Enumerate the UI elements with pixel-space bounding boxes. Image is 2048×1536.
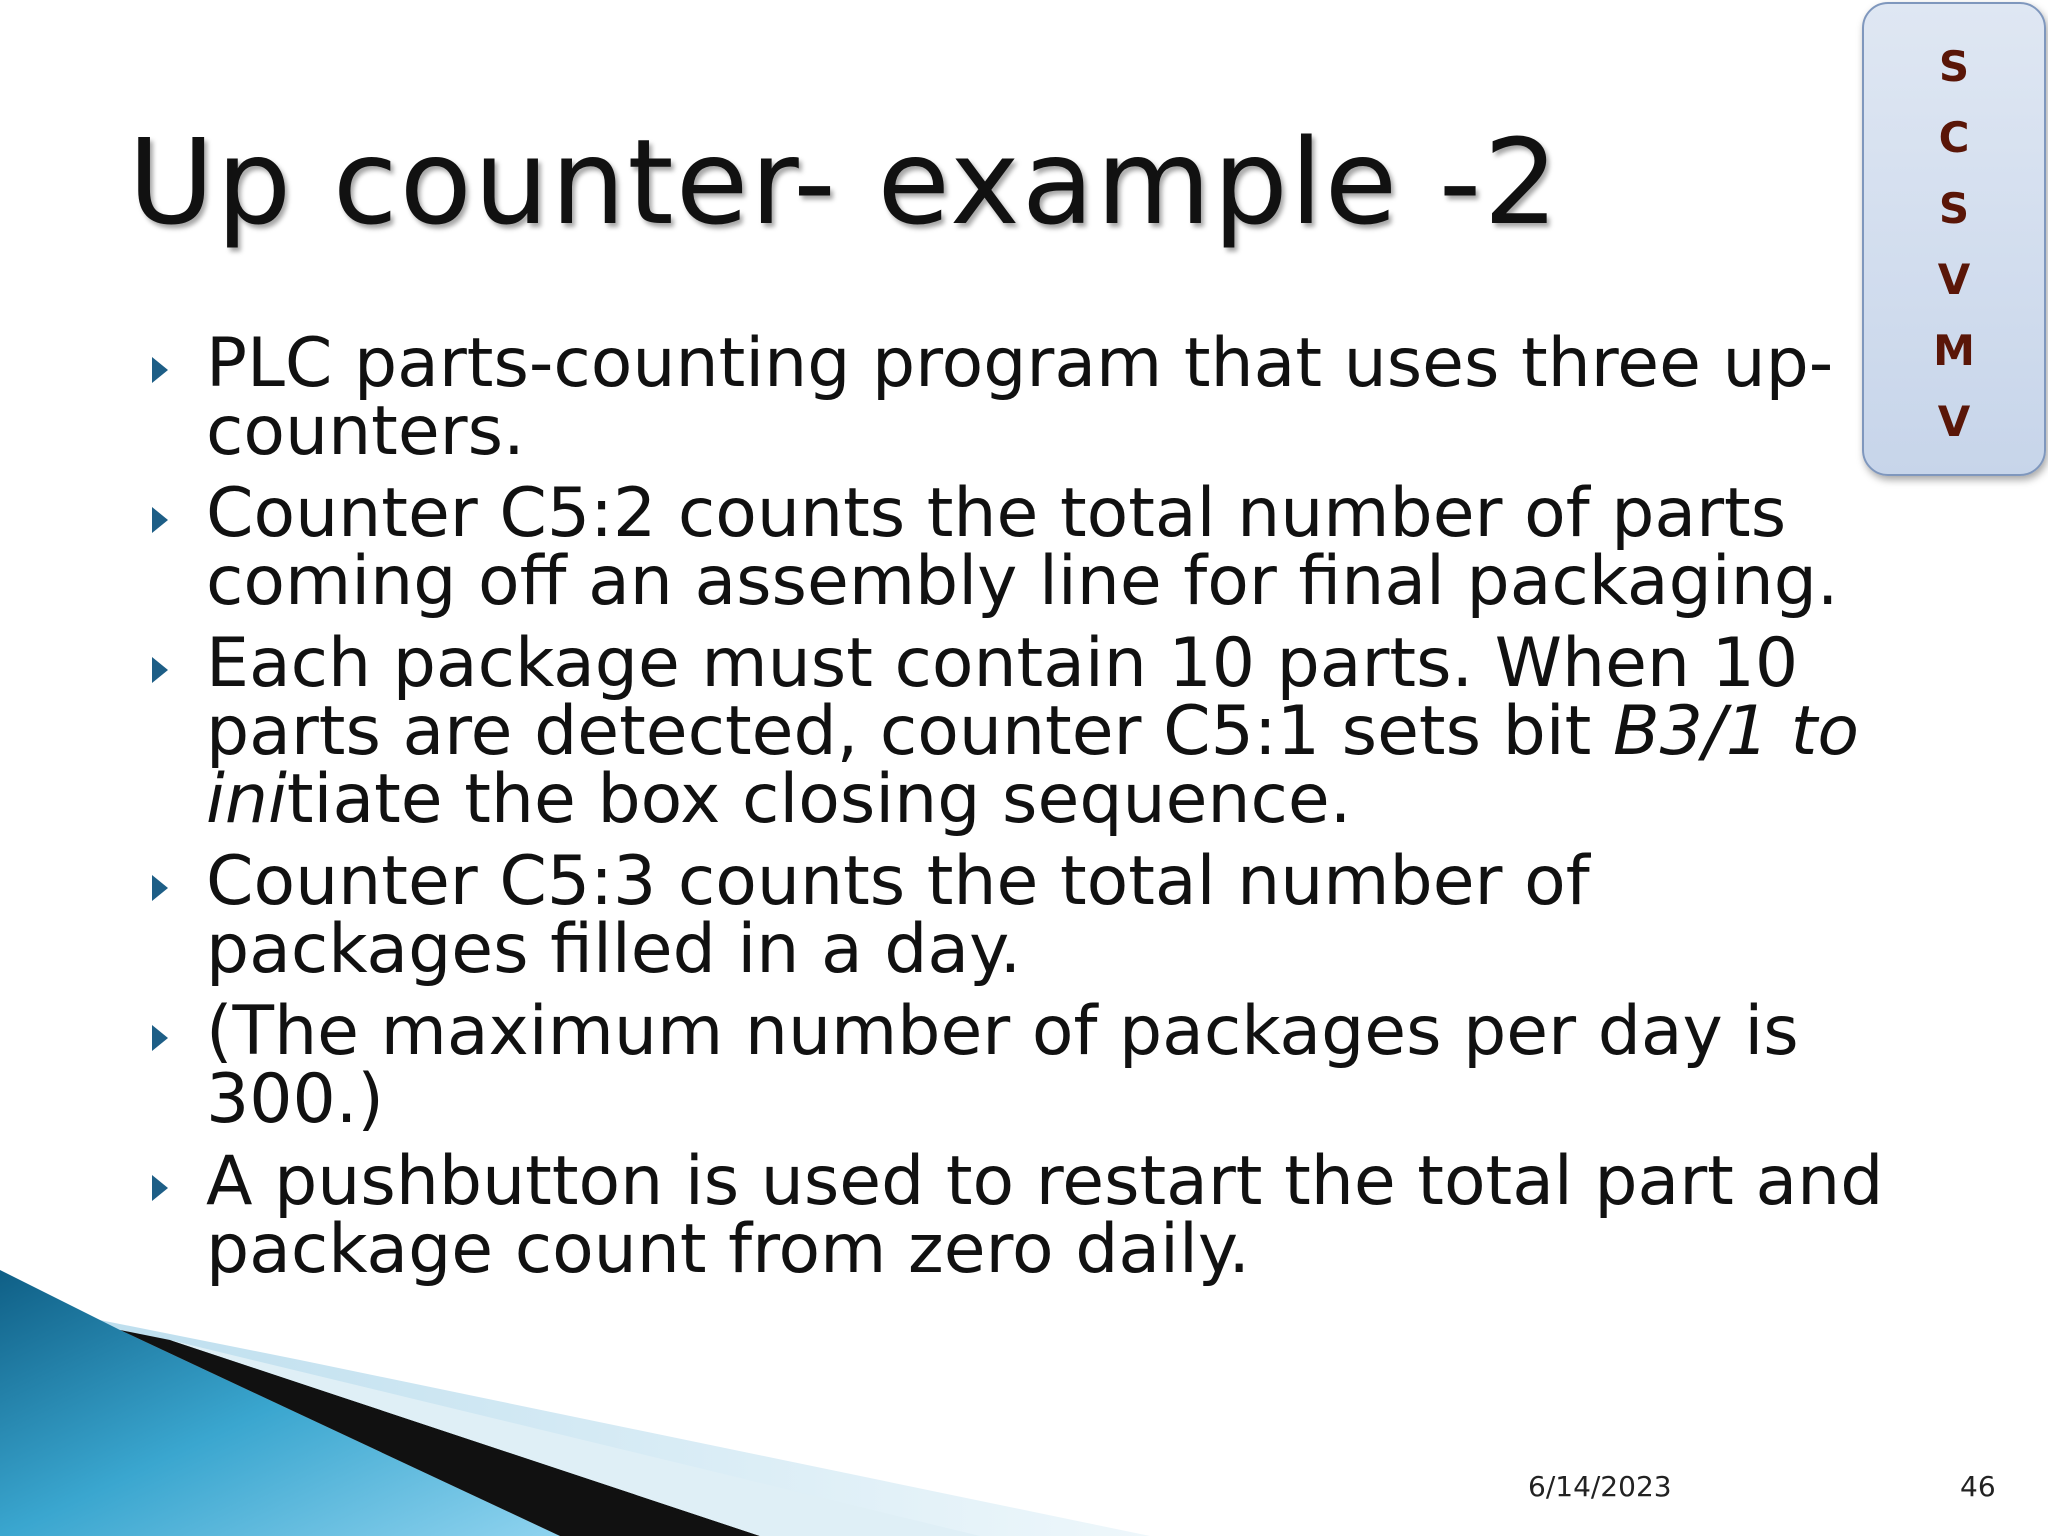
bullet-text: Each package must contain 10 parts. When 10 parts are detected, counter C5:1 sets bit [206,624,1799,771]
bullet-item [140,842,1920,989]
bullet-text: (The maximum number of packages per day is 300.) [206,992,1799,1139]
scsvmv-badge [1862,2,2046,476]
bullet-item [140,992,1920,1139]
triangle-right-icon [152,875,168,901]
triangle-right-icon [152,1025,168,1051]
badge-letter: S [1938,184,1970,233]
bullet-text-italic: B3/1 to ini [206,692,1859,839]
triangle-right-icon [152,1175,168,1201]
footer-date: 6/14/2023 [1528,1470,1672,1503]
bullet-item [140,474,1920,621]
badge-letter: C [1938,113,1970,162]
bullet-text: tiate the box closing sequence. [286,760,1352,839]
bullet-item [140,624,1920,839]
bullet-item [140,324,1920,471]
triangle-right-icon [152,507,168,533]
badge-letter: S [1938,42,1970,91]
badge-letter: V [1937,255,1971,304]
slide-title: Up counter- example -2 [128,113,1561,251]
triangle-right-icon [152,657,168,683]
bullet-text: Counter C5:2 counts the total number of parts coming off an assembly line for final packaging. [206,474,1839,621]
page-number: 46 [1960,1470,1996,1503]
bullet-text: A pushbutton is used to restart the total part and package count from zero daily. [206,1142,1884,1289]
badge-letter: M [1933,326,1975,375]
bullet-list [140,324,1920,1298]
bullet-text: Counter C5:3 counts the total number of packages filled in a day. [206,842,1590,989]
badge-letter: V [1937,397,1971,446]
triangle-right-icon [152,357,168,383]
bullet-item [140,1142,1920,1289]
decorative-wave-graphic [0,1270,2048,1536]
bullet-text: PLC parts-counting program that uses three up-counters. [206,324,1834,471]
